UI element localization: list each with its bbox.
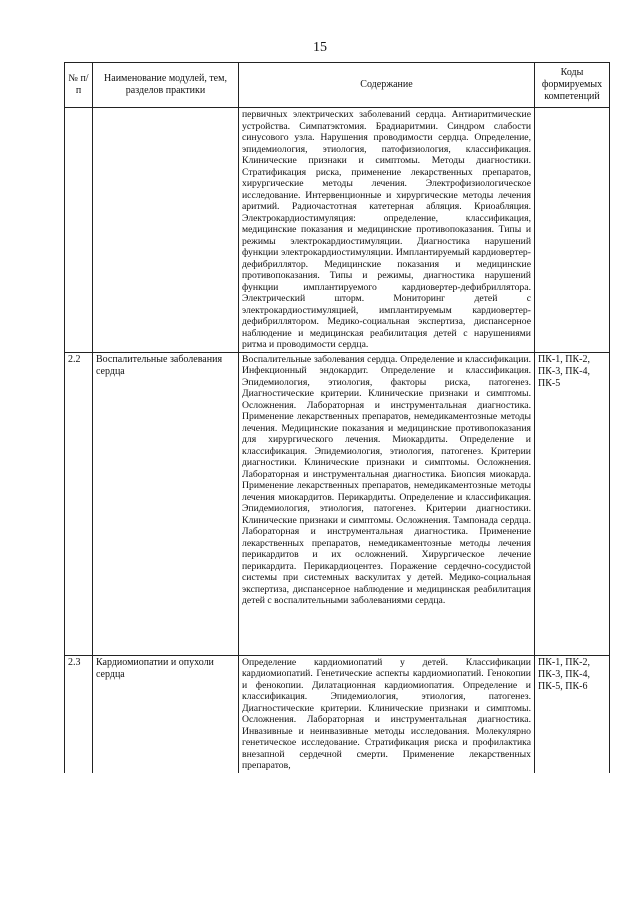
row-name: Воспалительные заболевания сердца — [93, 352, 239, 655]
row-codes: ПК-1, ПК-2, ПК-3, ПК-4, ПК-5 — [535, 352, 610, 655]
row-name: Кардиомиопатии и опухоли сердца — [93, 655, 239, 773]
curriculum-table — [64, 62, 610, 773]
row-num — [65, 108, 93, 353]
header-num: № п/п — [65, 63, 93, 108]
row-content: первичных электрических заболеваний сердца. Антиаритмические устройства. Симпатэктомия. Брадиаритмии. Синдром слабости синусового узла. Нарушения проводимости сердца. Определение, эпидемиология, этиология, патофизиология, классификация. Клинические признаки и симптомы. Методы диагностики. Стратификация риска, применение лекарственных препаратов, хирургические методы лечения. Электрофизиологическое исследование. Интервенционные и хирургические методы лечения аритмий. Радиочастотная катетерная абляция. Криоабляция. Электрокардиостимуляция: определение, классификация, медицинские показания и медицинские противопоказания. Типы и режимы электрокардиостимуляции. Диагностика нарушений функции электрокардиостимуляции. Имплантируемый кардиовертер-дефибриллятор. Медицинские показания и медицинские противопоказания. Типы и режимы, диагностика нарушений функции имплантируемого кардиовертер-дефибриллятора. Электрический шторм. Мониторинг детей с электрокардиостимуляцией, имплантируемым кардиовертер-дефибриллятором. Медико-социальная экспертиза, диспансерное наблюдение и медицинская реабилитация детей с нарушениями ритма и проводимости сердца. — [239, 108, 535, 353]
table-row — [65, 352, 610, 655]
row-content: Воспалительные заболевания сердца. Определение и классификации. Инфекционный эндокардит. Определение и классификация. Эпидемиология, этиология, факторы риска, патогенез. Диагностические критерии. Клинические признаки и симптомы. Осложнения. Лабораторная и инструментальная диагностика. Применение лекарственных препаратов, немедикаментозные методы лечения. Медицинские показания и медицинские противопоказания для хирургического лечения. Миокардиты. Определение и классификация. Эпидемиология, этиология, патогенез. Критерии диагностики. Клинические признаки и симптомы. Осложнения. Лабораторная и инструментальная диагностика. Биопсия миокарда. Применение лекарственных препаратов, немедикаментозные методы лечения миокардитов. Перикардиты. Определение и классификация. Эпидемиология, этиология, патогенез. Критерии диагностики. Клинические признаки и симптомы. Осложнения. Тампонада сердца. Лабораторная и инструментальная диагностика. Применение лекарственных препаратов, немедикаментозные методы лечения перикардитов и их осложнений. Хирургическое лечение перикардита. Перикардиоцентез. Поражение сердечно-сосудистой системы при системных васкулитах у детей. Медико-социальная экспертиза, диспансерное наблюдение и медицинская реабилитация детей с воспалительными заболеваниями сердца. — [239, 352, 535, 655]
table-header-row — [65, 63, 610, 108]
header-name: Наименование модулей, тем, разделов практики — [93, 63, 239, 108]
row-num: 2.3 — [65, 655, 93, 773]
table-row — [65, 655, 610, 773]
row-num: 2.2 — [65, 352, 93, 655]
table-row — [65, 108, 610, 353]
header-codes: Коды формируемых компетенций — [535, 63, 610, 108]
row-content: Определение кардиомиопатий у детей. Классификации кардиомиопатий. Генетические аспекты кардиомиопатий. Генокопии и фенокопии. Дилатационная кардиомиопатия. Определение и классификация. Эпидемиология, этиология, патогенез. Диагностические критерии. Клинические признаки и симптомы. Осложнения. Лабораторная и инструментальная диагностика. Инвазивные и неинвазивные методы исследования. Молекулярно генетическое исследование. Стратификация риска и профилактика внезапной сердечной смерти. Применение лекарственных препаратов, — [239, 655, 535, 773]
row-name — [93, 108, 239, 353]
row-codes: ПК-1, ПК-2, ПК-3, ПК-4, ПК-5, ПК-6 — [535, 655, 610, 773]
row-codes — [535, 108, 610, 353]
page-number: 15 — [313, 40, 327, 55]
header-content: Содержание — [239, 63, 535, 108]
